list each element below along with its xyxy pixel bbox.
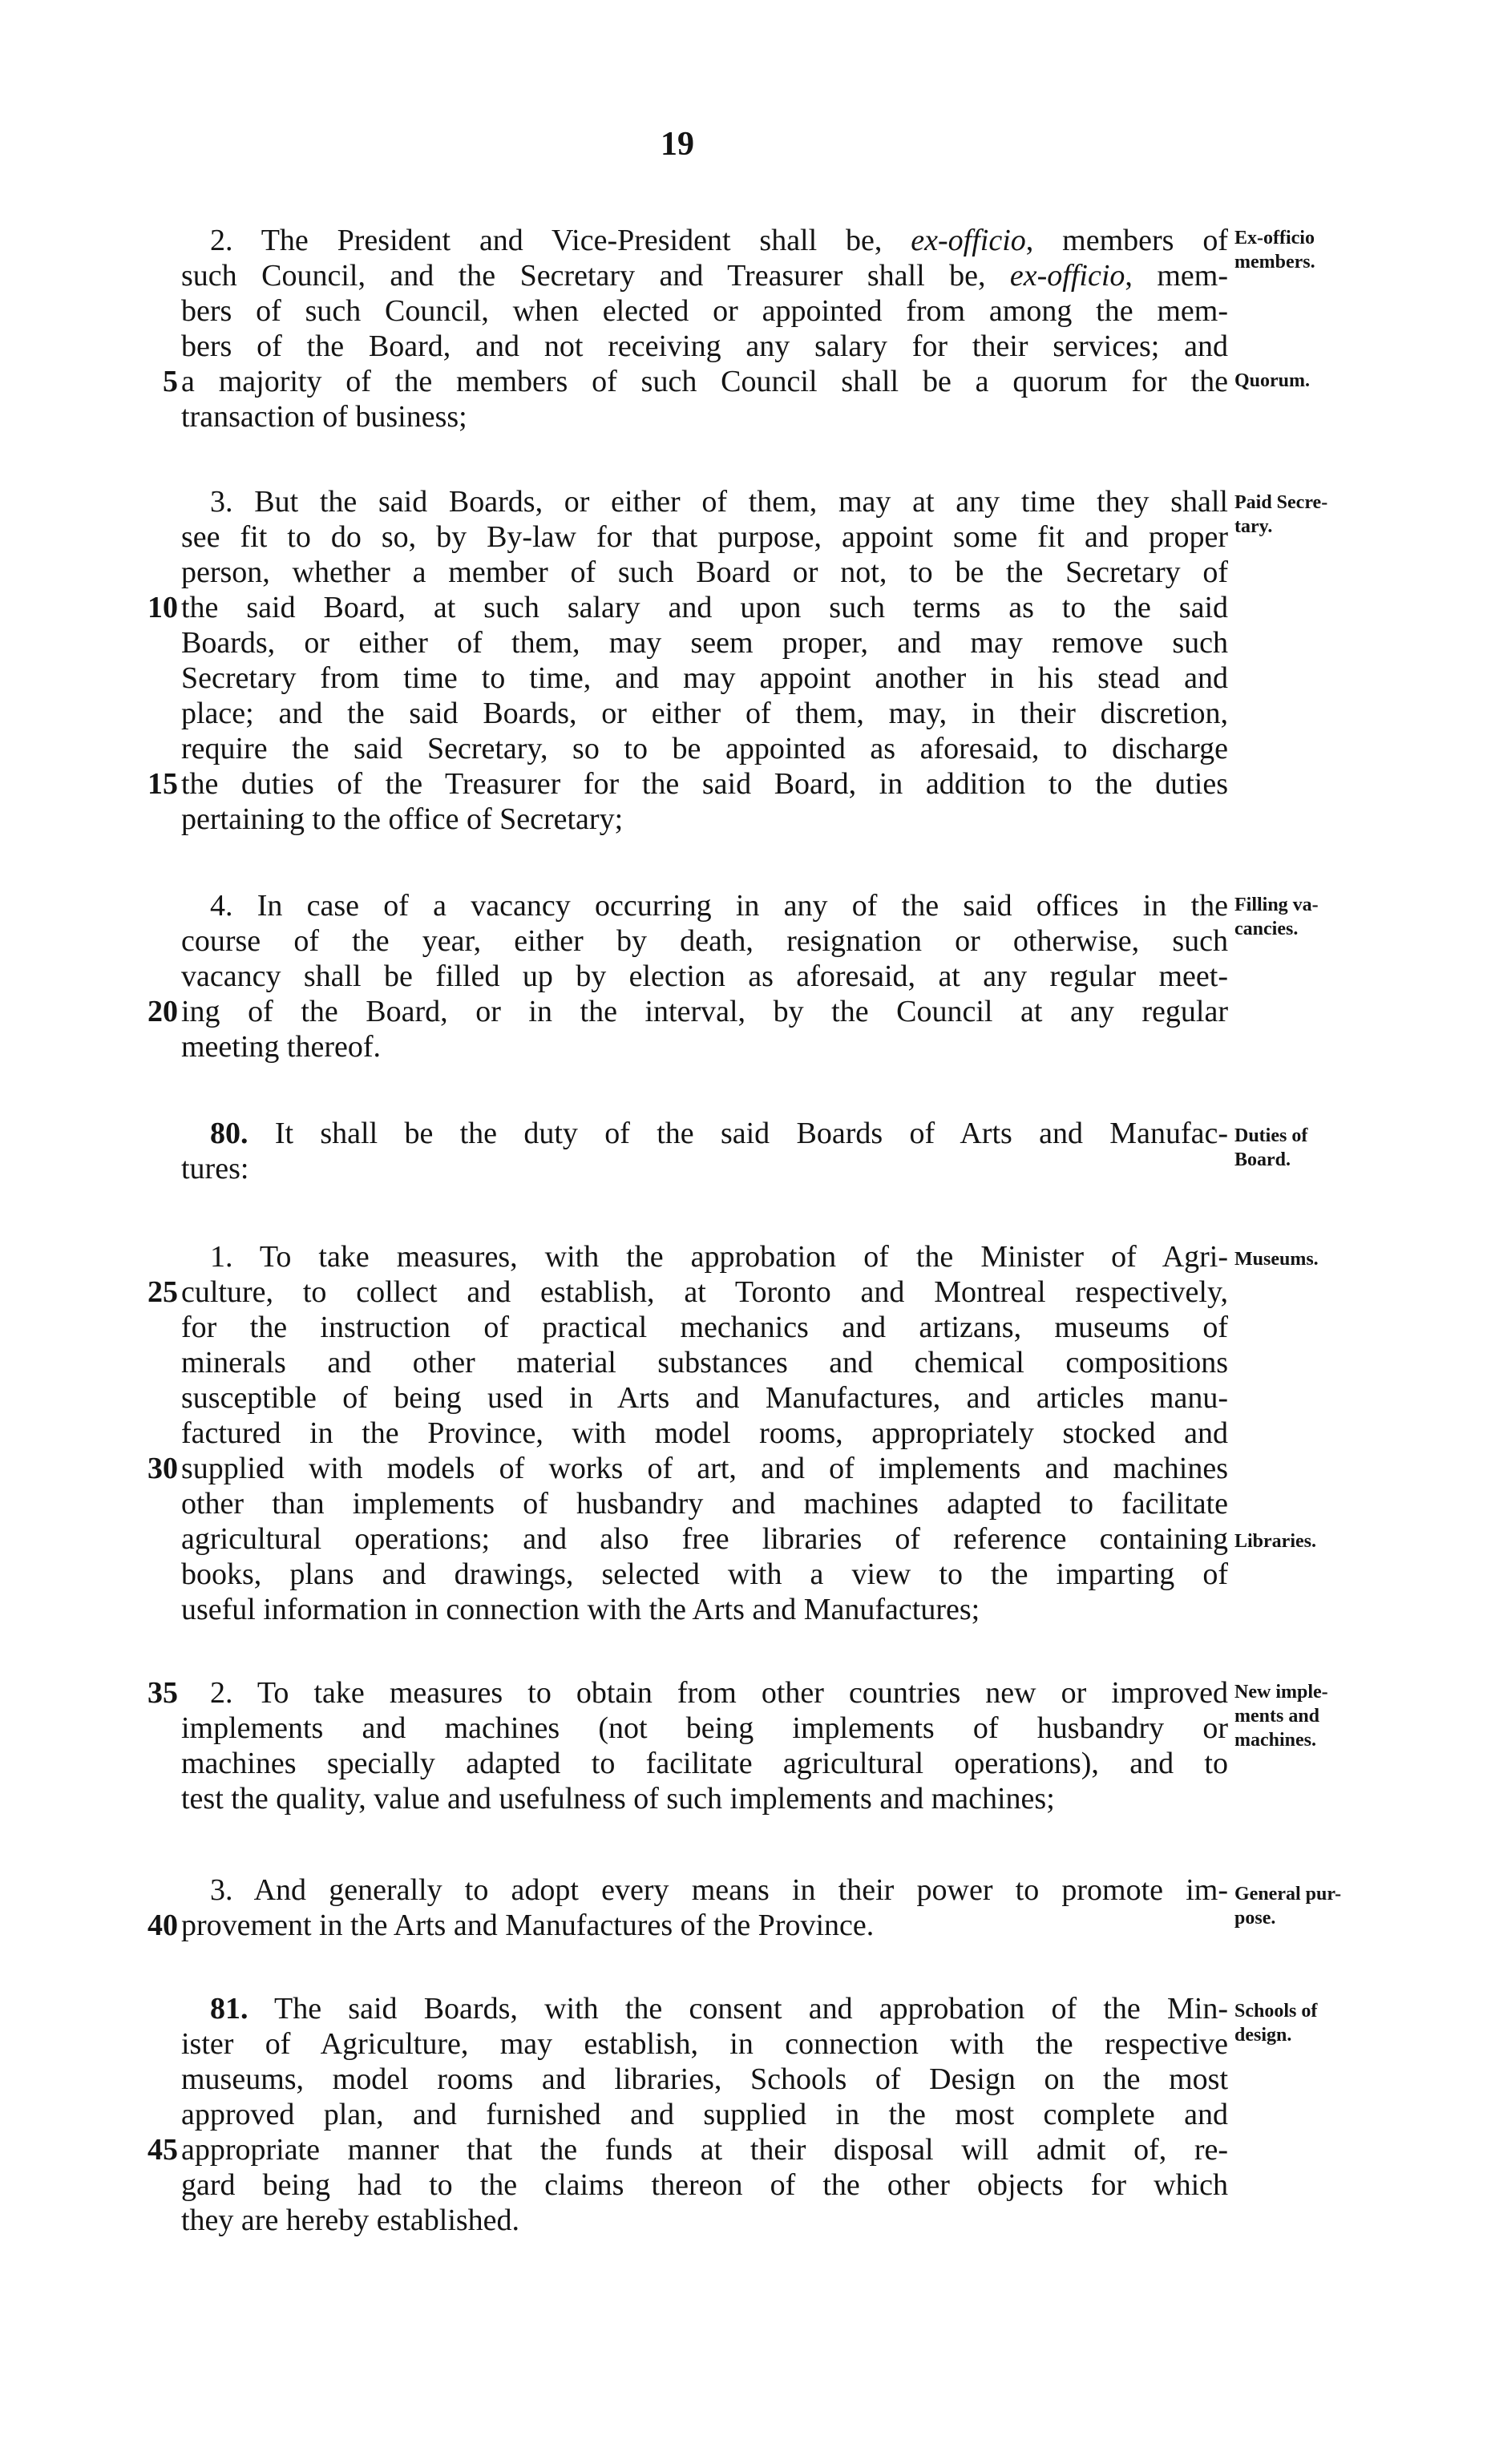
text-line: ing of the Board, or in the interval, by the Council at any regular xyxy=(181,995,1228,1028)
text-line: such Council, and the Secretary and Treasurer shall be, ex-officio, mem- xyxy=(181,259,1228,293)
text-line: minerals and other material substances and chemical compositions xyxy=(181,1346,1228,1379)
text-line: 80. It shall be the duty of the said Boards of Arts and Manufac- xyxy=(210,1117,1228,1150)
text-line: 3. And generally to adopt every means in their power to promote im- xyxy=(210,1873,1228,1907)
text-line: place; and the said Boards, or either of them, may, in their discretion, xyxy=(181,697,1228,730)
text-line: require the said Secretary, so to be appointed as aforesaid, to discharge xyxy=(181,732,1228,765)
text-line: they are hereby established. xyxy=(181,2203,520,2237)
text-line: 81. The said Boards, with the consent and approbation of the Min- xyxy=(210,1992,1228,2026)
text-line: useful information in connection with the Arts and Manufactures; xyxy=(181,1593,980,1626)
line-number: 35 xyxy=(147,1676,178,1710)
text-line: factured in the Province, with model rooms, appropriately stocked and xyxy=(181,1416,1228,1450)
text-line: gard being had to the claims thereon of the other objects for which xyxy=(181,2168,1228,2202)
text-line: provement in the Arts and Manufactures of the Province. xyxy=(181,1909,875,1942)
text-line: appropriate manner that the funds at their disposal will admit of, re- xyxy=(181,2133,1228,2167)
text-line: museums, model rooms and libraries, Schools of Design on the most xyxy=(181,2062,1228,2096)
text-line: culture, to collect and establish, at Toronto and Montreal respectively, xyxy=(181,1275,1228,1309)
text-line: for the instruction of practical mechanics and artizans, museums of xyxy=(181,1311,1228,1344)
text-line: implements and machines (not being implements of husbandry or xyxy=(181,1711,1228,1745)
line-number: 40 xyxy=(147,1909,178,1942)
text-line: approved plan, and furnished and supplied in the most complete and xyxy=(181,2098,1228,2131)
text-line: bers of such Council, when elected or appointed from among the mem- xyxy=(181,294,1228,328)
text-line: the said Board, at such salary and upon such terms as to the said xyxy=(181,591,1228,624)
text-line: 1. To take measures, with the approbation of the Minister of Agri- xyxy=(210,1240,1228,1274)
text-line: 4. In case of a vacancy occurring in any of the said offices in the xyxy=(210,889,1228,923)
text-line: course of the year, either by death, resignation or otherwise, such xyxy=(181,924,1228,958)
page-number: 19 xyxy=(661,126,694,163)
margin-note-duties-of-board: Duties of Board. xyxy=(1234,1125,1308,1170)
text-line: susceptible of being used in Arts and Manufactures, and articles manu- xyxy=(181,1381,1228,1415)
text-line: 2. To take measures to obtain from other countries new or improved xyxy=(210,1676,1228,1710)
text-line: tures: xyxy=(181,1152,249,1186)
text-line: Secretary from time to time, and may appoint another in his stead and xyxy=(181,661,1228,695)
margin-note-filling-vacancies: Filling va- cancies. xyxy=(1234,895,1319,939)
line-number: 20 xyxy=(147,995,178,1028)
text-line: ister of Agriculture, may establish, in connection with the respective xyxy=(181,2027,1228,2061)
text-line: person, whether a member of such Board or not, to be the Secretary of xyxy=(181,555,1228,589)
line-number: 10 xyxy=(147,591,178,624)
text-line: bers of the Board, and not receiving any salary for their services; and xyxy=(181,329,1228,363)
line-number: 5 xyxy=(163,365,178,398)
text-line: supplied with models of works of art, and of implements and machines xyxy=(181,1452,1228,1485)
text-line: see fit to do so, by By-law for that purpose, appoint some fit and proper xyxy=(181,520,1228,554)
text-line: machines specially adapted to facilitate agricultural operations), and to xyxy=(181,1747,1228,1780)
text-line: a majority of the members of such Council shall be a quorum for the xyxy=(181,365,1228,398)
text-line: Boards, or either of them, may seem proper, and may remove such xyxy=(181,626,1228,660)
text-line: pertaining to the office of Secretary; xyxy=(181,802,624,836)
text-line: test the quality, value and usefulness of such implements and machines; xyxy=(181,1782,1055,1816)
text-line: agricultural operations; and also free libraries of reference containing xyxy=(181,1522,1228,1556)
text-line: meeting thereof. xyxy=(181,1030,382,1064)
line-number: 45 xyxy=(147,2133,178,2167)
margin-note-new-implements: New imple- ments and machines. xyxy=(1234,1682,1328,1751)
line-number: 15 xyxy=(147,767,178,801)
margin-note-ex-officio: Ex-officio members. xyxy=(1234,228,1315,273)
text-line: books, plans and drawings, selected with a view to the imparting of xyxy=(181,1557,1228,1591)
line-number: 30 xyxy=(147,1452,178,1485)
text-line: 2. The President and Vice-President shall be, ex-officio, members of xyxy=(210,224,1228,257)
margin-note-schools-of-design: Schools of design. xyxy=(1234,2001,1318,2046)
text-line: other than implements of husbandry and machines adapted to facilitate xyxy=(181,1487,1228,1521)
margin-note-museums: Museums. xyxy=(1234,1249,1319,1270)
text-line: the duties of the Treasurer for the said Board, in addition to the duties xyxy=(181,767,1228,801)
text-line: transaction of business; xyxy=(181,400,467,434)
margin-note-libraries: Libraries. xyxy=(1234,1531,1316,1552)
text-line: vacancy shall be filled up by election as aforesaid, at any regular meet- xyxy=(181,959,1228,993)
line-number: 25 xyxy=(147,1275,178,1309)
margin-note-quorum: Quorum. xyxy=(1234,370,1311,391)
margin-note-general-purpose: General pur- pose. xyxy=(1234,1884,1342,1929)
margin-note-paid-secretary: Paid Secre- tary. xyxy=(1234,492,1328,537)
text-line: 3. But the said Boards, or either of them, may at any time they shall xyxy=(210,485,1228,519)
